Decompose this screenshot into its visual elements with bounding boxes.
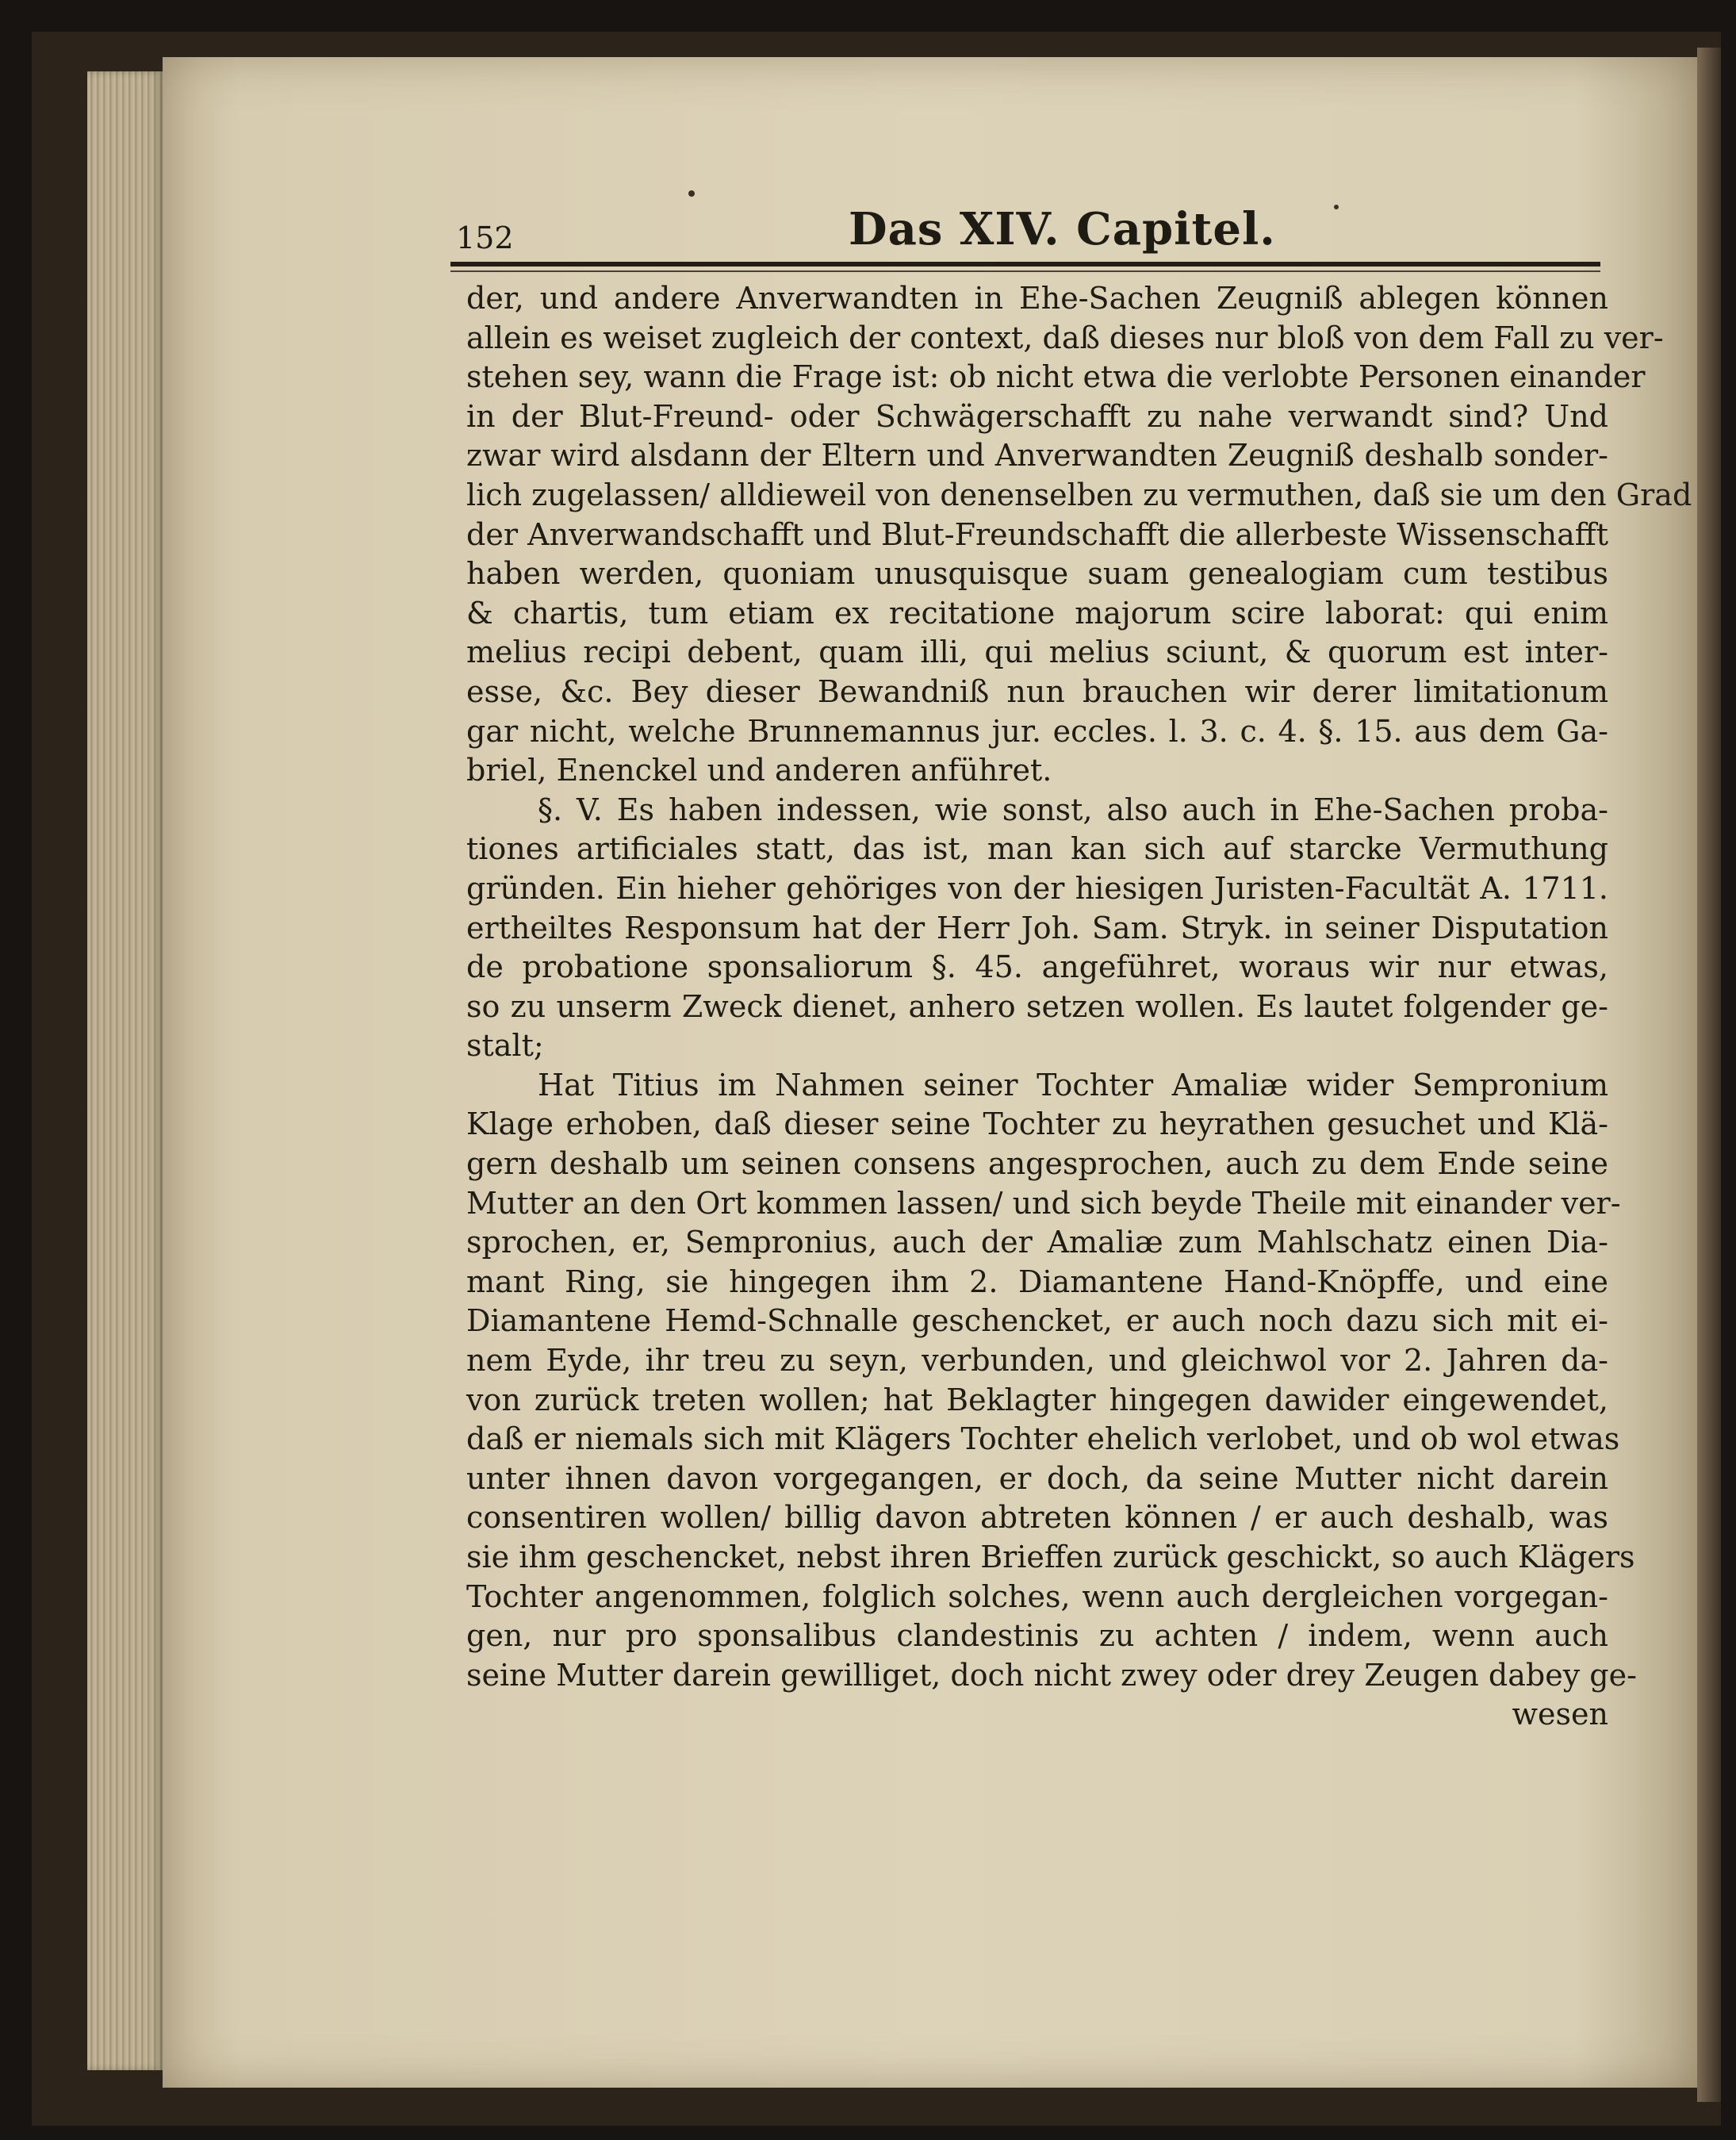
text-line: esse, &c. Bey dieser Bewandniß nun brauchen wir derer limitationum	[466, 673, 1608, 709]
text-line: melius recipi debent, quam illi, qui melius sciunt, & quorum est inter-	[466, 635, 1608, 670]
text-line: Tochter angenommen, folglich solches, wenn auch dergleichen vorgegan-	[466, 1578, 1608, 1614]
chapter-title: Das XIV. Capitel.	[849, 203, 1276, 255]
text-line: gen, nur pro sponsalibus clandestinis zu achten / indem, wenn auch	[466, 1618, 1608, 1654]
text-line: Diamantene Hemd-Schnalle geschencket, er auch noch dazu sich mit ei-	[466, 1303, 1608, 1339]
text-line: briel, Enenckel und anderen anführet.	[466, 753, 1052, 788]
text-line: in der Blut-Freund- oder Schwägerschafft zu nahe verwandt sind? Und	[466, 398, 1608, 434]
text-line: gern deshalb um seinen consens angesprochen, auch zu dem Ende seine	[466, 1146, 1608, 1182]
text-line: unter ihnen davon vorgegangen, er doch, da seine Mutter nicht darein	[466, 1460, 1608, 1496]
text-line: der Anverwandschafft und Blut-Freundschafft die allerbeste Wissenschafft	[466, 516, 1608, 552]
text-line: mant Ring, sie hingegen ihm 2. Diamantene Hand-Knöpffe, und eine	[466, 1264, 1608, 1299]
text-line: gar nicht, welche Brunnemannus jur. eccles. l. 3. c. 4. §. 15. aus dem Ga-	[466, 713, 1608, 749]
text-line: sie ihm geschencket, nebst ihren Brieffen zurück geschickt, so auch Klägers	[466, 1540, 1635, 1574]
text-line: so zu unserm Zweck dienet, anhero setzen wollen. Es lautet folgender ge-	[466, 988, 1608, 1024]
text-line: stalt;	[466, 1028, 544, 1064]
text-line: von zurück treten wollen; hat Beklagter hingegen dawider eingewendet,	[466, 1382, 1608, 1417]
text-line: stehen sey, wann die Frage ist: ob nicht etwa die verlobte Personen einander	[466, 359, 1646, 395]
gutter-shadow	[1697, 48, 1721, 2102]
text-line: zwar wird alsdann der Eltern und Anverwandten Zeugniß deshalb sonder-	[466, 438, 1608, 474]
text-line: Klage erhoben, daß dieser seine Tochter zu heyrathen gesuchet und Klä-	[466, 1106, 1608, 1142]
page-stack-edge	[87, 71, 163, 2070]
text-line: lich zugelassen/ alldieweil von denenselben zu vermuthen, daß sie um den Grad	[466, 477, 1692, 512]
text-line: sprochen, er, Sempronius, auch der Amaliæ zum Mahlschatz einen Dia-	[466, 1225, 1608, 1260]
text-line: ertheiltes Responsum hat der Herr Joh. Sam. Stryk. in seiner Disputation	[466, 910, 1608, 945]
text-line: seine Mutter darein gewilliget, doch nicht zwey oder drey Zeugen dabey ge-	[466, 1657, 1637, 1693]
text-line: Mutter an den Ort kommen lassen/ und sich beyde Theile mit einander ver-	[466, 1185, 1621, 1221]
text-line: daß er niemals sich mit Klägers Tochter ehelich verlobet, und ob wol etwas	[466, 1421, 1620, 1457]
text-line: haben werden, quoniam unusquisque suam genealogiam cum testibus	[466, 556, 1608, 592]
ink-speck	[688, 190, 695, 197]
text-line: allein es weiset zugleich der context, daß dieses nur bloß von dem Fall zu ver-	[466, 320, 1664, 355]
text-line: consentiren wollen/ billig davon abtreten können / er auch deshalb, was	[466, 1500, 1608, 1536]
header-rule	[450, 262, 1600, 267]
text-line: nem Eyde, ihr treu zu seyn, verbunden, und gleichwol vor 2. Jahren da-	[466, 1343, 1608, 1379]
header-rule-thin	[450, 270, 1600, 272]
text-line: gründen. Ein hieher gehöriges von der hiesigen Juristen-Facultät A. 1711.	[466, 870, 1608, 906]
page-number: 152	[456, 221, 514, 255]
text-line: Hat Titius im Nahmen seiner Tochter Amaliæ wider Sempronium	[538, 1067, 1608, 1103]
ink-speck	[1334, 205, 1339, 209]
body-text	[466, 279, 1692, 1735]
catchword: wesen	[1512, 1697, 1608, 1732]
text-line: & chartis, tum etiam ex recitatione majorum scire laborat: qui enim	[466, 595, 1608, 631]
text-line: de probatione sponsaliorum §. 45. angeführet, woraus wir nur etwas,	[466, 949, 1608, 985]
text-line: §. V. Es haben indessen, wie sonst, also auch in Ehe-Sachen proba-	[538, 792, 1608, 827]
text-line: tiones artificiales statt, das ist, man kan sich auf starcke Vermuthung	[466, 831, 1608, 867]
text-line: der, und andere Anverwandten in Ehe-Sachen Zeugniß ablegen können	[466, 281, 1608, 316]
